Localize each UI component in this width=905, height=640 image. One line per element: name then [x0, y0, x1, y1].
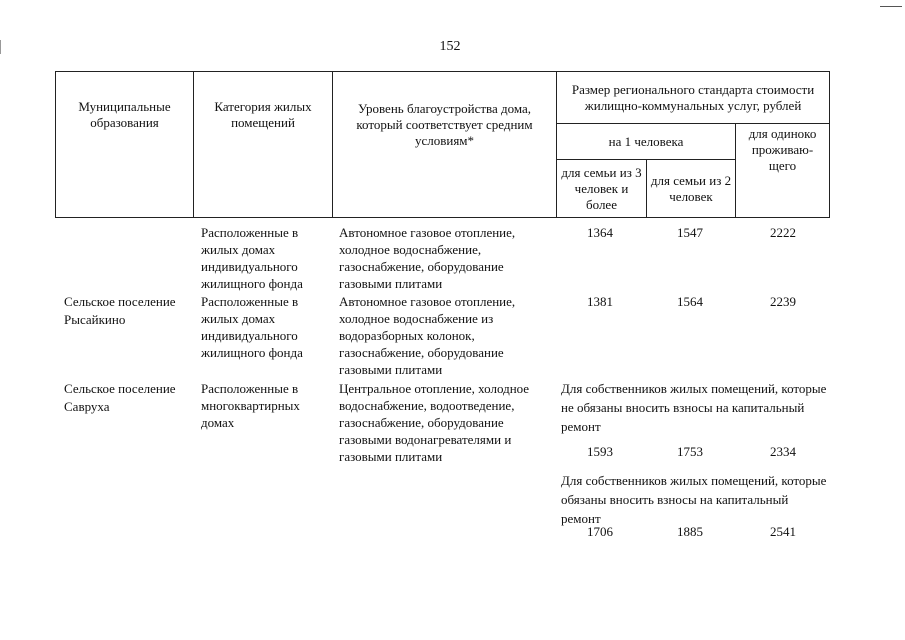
header-municipality: Муниципальные образования	[56, 72, 194, 218]
header-single: для одиноко проживаю-щего	[736, 124, 830, 218]
row3-level: Центральное отопление, холодное водоснабжение, водоотведение, газоснабжение, оборудование газовыми водонагревателями и газовыми плитами	[339, 381, 530, 464]
row2-category: Расположенные в жилых домах индивидуального жилищного фонда	[201, 294, 303, 360]
row2-value-family2: 1564	[677, 294, 703, 309]
row3-note-contributions: Для собственников жилых помещений, которые обязаны вносить взносы на капитальный ремонт	[561, 473, 827, 526]
row2-municipality: Сельское поселение Рысайкино	[64, 294, 176, 327]
row1-category: Расположенные в жилых домах индивидуального жилищного фонда	[201, 225, 303, 291]
scan-line	[0, 40, 1, 54]
row3a-value-family2: 1753	[677, 444, 703, 459]
row3-note-no-contributions: Для собственников жилых помещений, которые не обязаны вносить взносы на капитальный ремонт	[561, 381, 827, 434]
row3-category: Расположенные в многоквартирных домах	[201, 381, 300, 430]
row2-level: Автономное газовое отопление, холодное водоснабжение из водоразборных колонок, газоснабжение, оборудование газовыми плитами	[339, 294, 516, 377]
row3-municipality: Сельское поселение Савруха	[64, 381, 176, 414]
row3a-value-single: 2334	[770, 444, 796, 459]
row3b-value-single: 2541	[770, 524, 796, 539]
header-family2: для семьи из 2 человек	[647, 160, 736, 218]
row2-value-single: 2239	[770, 294, 796, 309]
row1-value-single: 2222	[770, 225, 796, 240]
row1-level: Автономное газовое отопление, холодное водоснабжение, газоснабжение, оборудование газовыми плитами	[339, 225, 516, 291]
row3b-value-family2: 1885	[677, 524, 703, 539]
row3a-value-family3: 1593	[587, 444, 613, 459]
row1-value-family3: 1364	[587, 225, 613, 240]
header-table	[55, 71, 830, 218]
page-number: 152	[439, 39, 461, 54]
header-family3: для семьи из 3 человек и более	[557, 160, 647, 218]
header-group: Размер регионального стандарта стоимости жилищно-коммунальных услуг, рублей	[557, 72, 830, 124]
row3b-value-family3: 1706	[587, 524, 613, 539]
scan-line	[880, 6, 902, 7]
header-per-person: на 1 человека	[557, 124, 736, 160]
row2-value-family3: 1381	[587, 294, 613, 309]
header-level: Уровень благоустройства дома, который соответствует средним условиям*	[333, 72, 557, 218]
header-category: Категория жилых помещений	[194, 72, 333, 218]
row1-value-family2: 1547	[677, 225, 703, 240]
